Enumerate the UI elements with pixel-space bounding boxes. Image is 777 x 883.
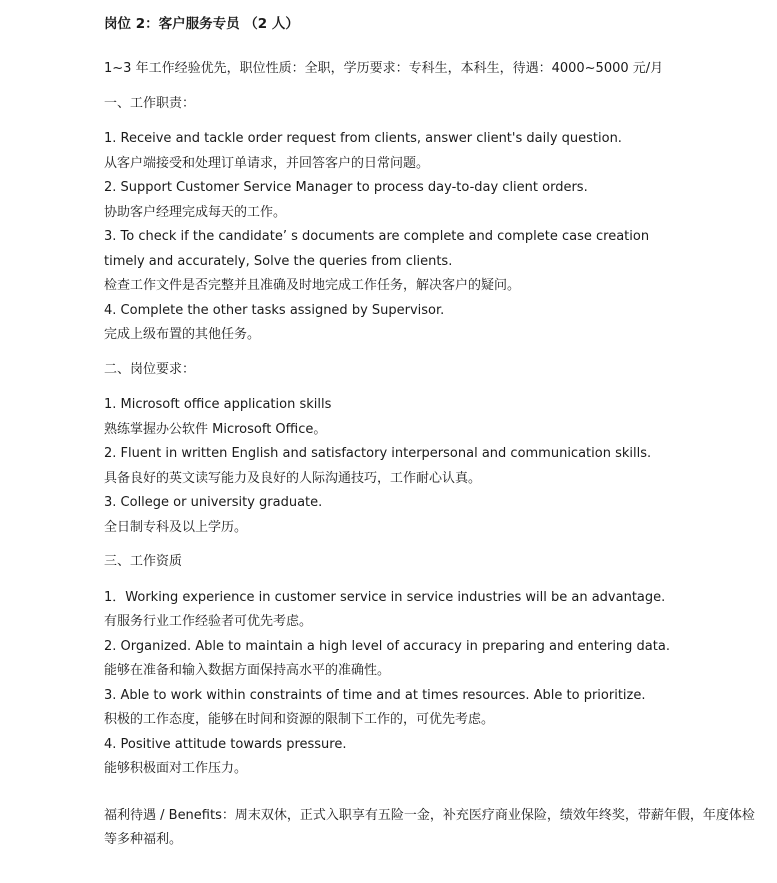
qualifications-heading: 三、工作资质	[104, 554, 183, 569]
responsibility-line: 3. To check if the candidate’ s documents are complete and complete case creation	[104, 229, 650, 244]
responsibilities-heading: 一、工作职责：	[104, 95, 196, 111]
responsibility-line: 协助客户经理完成每天的工作。	[104, 204, 287, 220]
qualification-line: 1．Working experience in customer service in service industries will be an advantage.	[104, 589, 666, 605]
responsibility-line: 4. Complete the other tasks assigned by Supervisor.	[104, 302, 445, 318]
requirement-line: 具备良好的英文读写能力及良好的人际沟通技巧，工作耐心认真。	[104, 470, 482, 486]
qualification-line: 有服务行业工作经验者可优先考虑。	[104, 614, 313, 629]
requirements-heading: 二、岗位要求：	[104, 361, 196, 377]
responsibility-line: timely and accurately, Solve the queries from clients.	[104, 253, 453, 269]
requirement-line: 2. Fluent in written English and satisfactory interpersonal and communication skills.	[104, 446, 652, 461]
responsibility-line: 完成上级布置的其他任务。	[104, 327, 261, 342]
qualification-line: 能够积极面对工作压力。	[104, 761, 248, 776]
requirement-line: 熟练掌握办公软件 Microsoft Office。	[104, 421, 327, 437]
benefits-text: 福利待遇 / Benefits：周末双休，正式入职享有五险一金，补充医疗商业保险，绩效年终奖，带薪年假，年度体检等多种福利。	[104, 807, 755, 847]
responsibility-line: 从客户端接受和处理订单请求，并回答客户的日常问题。	[104, 155, 430, 171]
job-posting	[104, 14, 764, 853]
requirement-line: 全日制专科及以上学历。	[104, 519, 248, 535]
job-title: 岗位 2：客户服务专员 （2 人）	[104, 16, 299, 32]
responsibility-line: 1. Receive and tackle order request from clients, answer client's daily question.	[104, 131, 622, 146]
qualification-line: 3. Able to work within constraints of time and at times resources. Able to prioritize.	[104, 687, 646, 703]
qualification-line: 4. Positive attitude towards pressure.	[104, 736, 347, 752]
requirement-line: 1. Microsoft office application skills	[104, 397, 332, 412]
requirement-line: 3. College or university graduate.	[104, 495, 323, 510]
job-summary: 1~3 年工作经验优先，职位性质：全职，学历要求：专科生，本科生，待遇：4000~5000 元/月	[104, 61, 664, 76]
qualifications-section	[104, 550, 764, 782]
qualification-line: 能够在准备和输入数据方面保持高水平的准确性。	[104, 663, 391, 678]
responsibility-line: 2. Support Customer Service Manager to process day-to-day client orders.	[104, 180, 588, 195]
qualification-line: 2. Organized. Able to maintain a high level of accuracy in preparing and entering data.	[104, 638, 670, 654]
responsibility-line: 检查工作文件是否完整并且准确及时地完成工作任务，解决客户的疑问。	[104, 278, 521, 293]
qualification-line: 积极的工作态度，能够在时间和资源的限制下工作的，可优先考虑。	[104, 712, 495, 727]
responsibilities-section	[104, 92, 764, 348]
requirements-section	[104, 358, 764, 541]
